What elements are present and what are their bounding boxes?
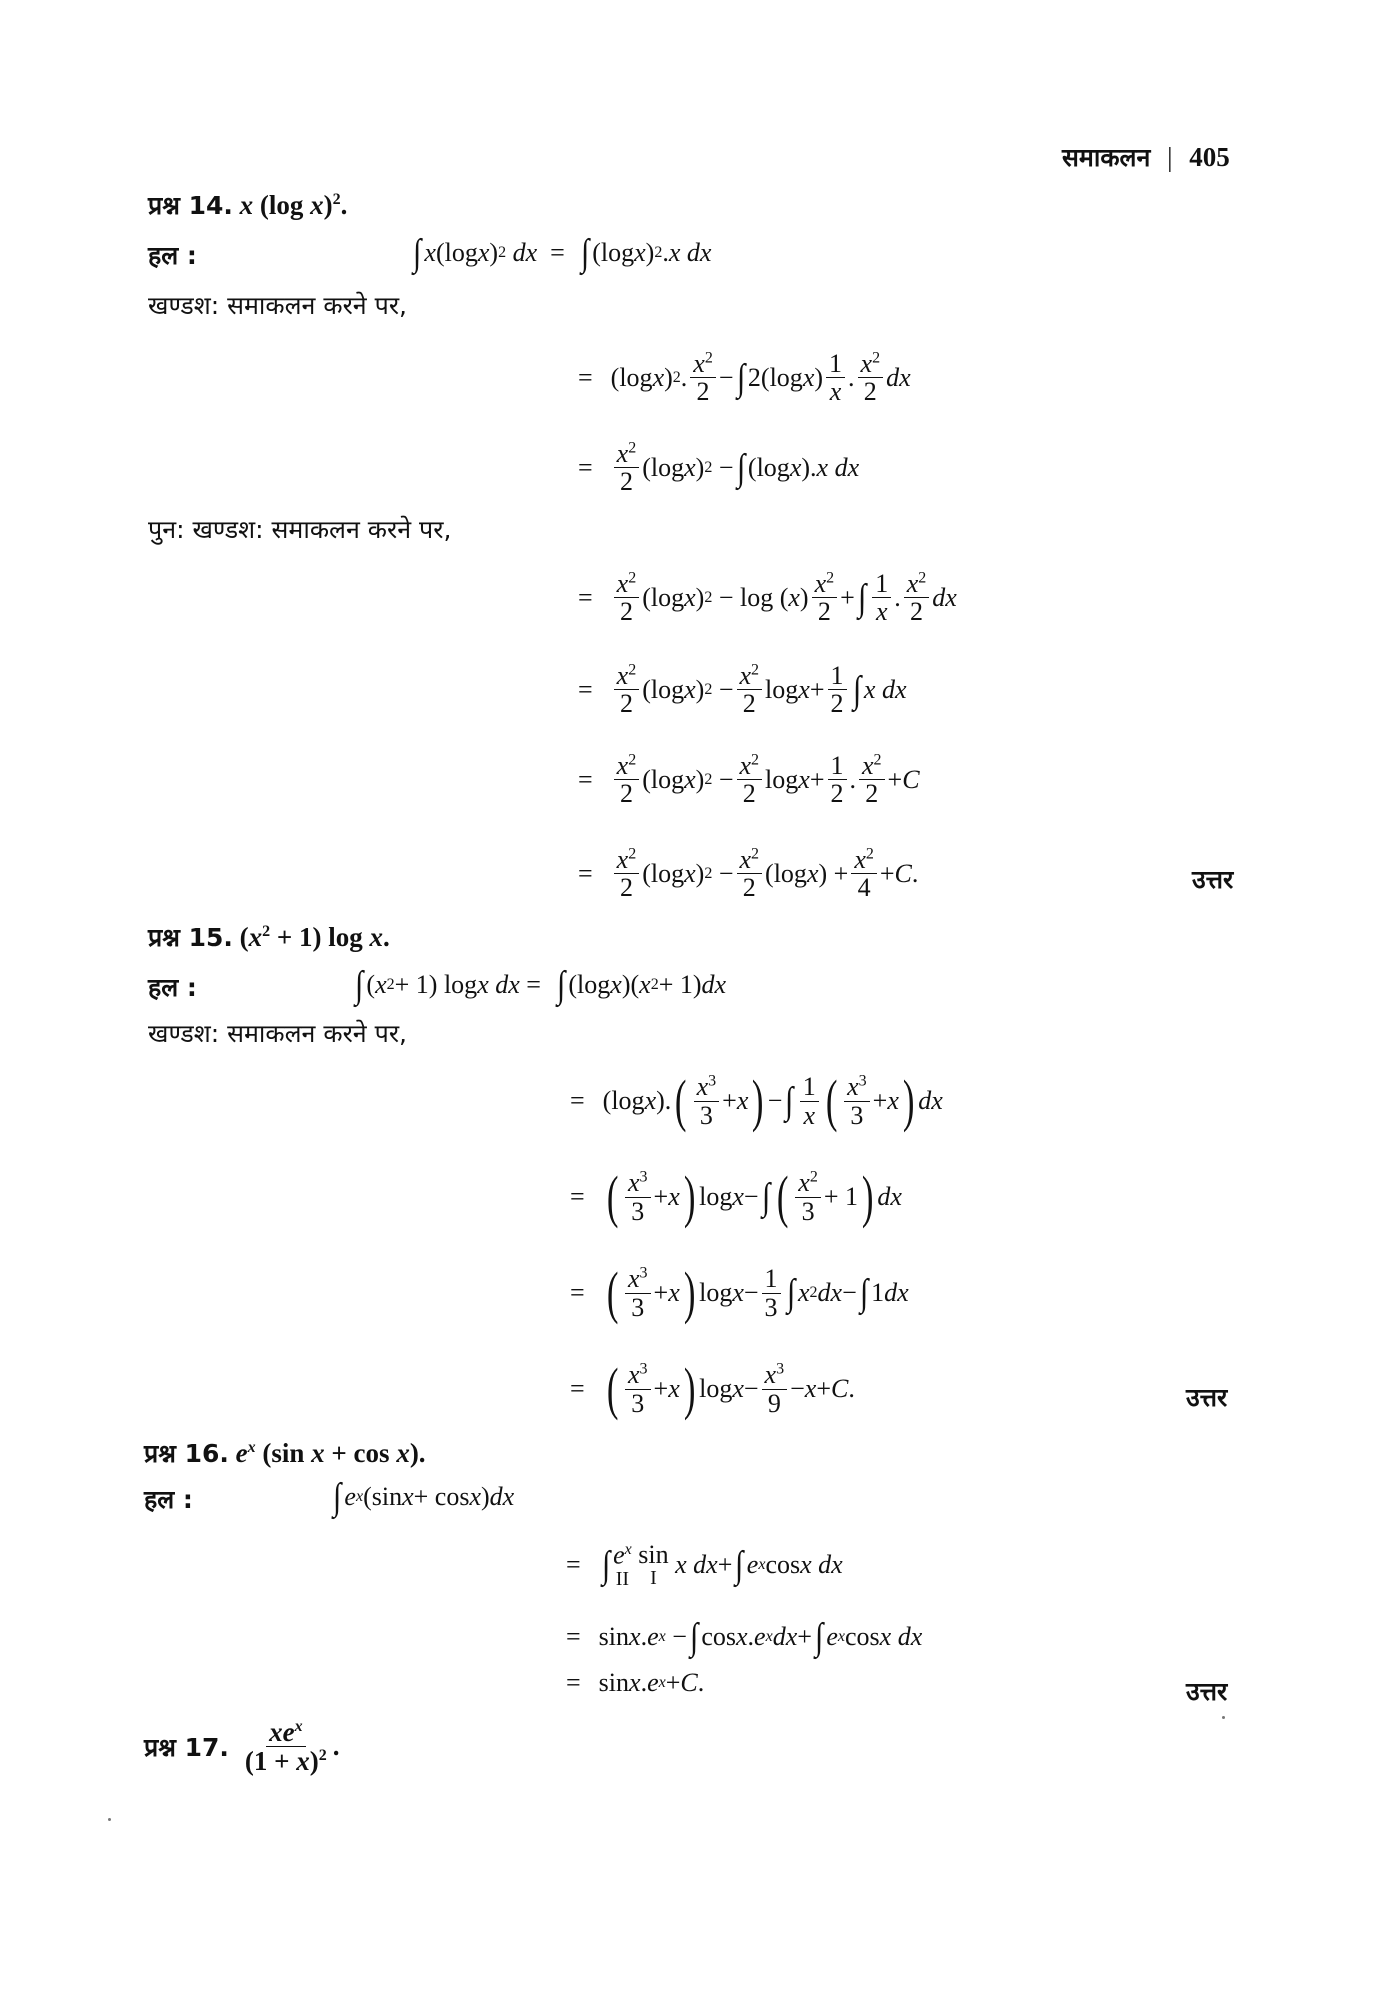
q15-hal-label: हल : [148, 973, 197, 1002]
q16-hal-label: हल : [144, 1485, 193, 1514]
page-number: 405 [1189, 142, 1230, 172]
q14-pun-khandash: पुन: खण्डश: समाकलन करने पर, [148, 515, 452, 544]
q16-step-2: = sin x . e x − ∫ cos x . e x dx + ∫ e x cos x dx [566, 1616, 923, 1658]
q15-title: प्रश्न 15. $(x^2 + 1)$ log x. [148, 922, 390, 952]
q14-step-2: = $\frac{x^2}{2}$ (log x ) 2 − ∫ (log x ). x dx [578, 439, 860, 497]
q14-number: प्रश्न 14. [148, 191, 233, 220]
q15-answer-mark: उत्तर [1186, 1383, 1228, 1412]
q15-step-3: = ( $\frac{x^3}{3}$ + x ) log x − $\frac{1}{3}$ ∫ x 2 dx − ∫ 1 dx [570, 1260, 909, 1325]
q14-step-6: = $\frac{x^2}{2}$ (log x ) 2 − $\frac{x^2}{2}$ (log x ) + $\frac{x^2}{4}$ + C . [578, 845, 919, 903]
q16-number: प्रश्न 16. [144, 1439, 229, 1468]
chapter-title: समाकलन [1062, 143, 1151, 172]
q14-hal-equation: ∫ x (log x ) 2 dx = ∫ (log x ) 2 . x dx [413, 232, 712, 274]
q15-hal-equation: ∫ ( x 2 + 1) log x dx = ∫ (log x )( x 2 + 1) dx [355, 964, 727, 1006]
q14-answer-mark: उत्तर [1192, 865, 1234, 894]
q15-number: प्रश्न 15. [148, 923, 233, 952]
q14-step-5: = $\frac{x^2}{2}$ (log x ) 2 − $\frac{x^2}{2}$ log x + $\frac{1}{2}$ . $\frac{x^2}{2}$ + C [578, 751, 920, 809]
q14-step-1: = (log x ) 2 . $\frac{x^2}{2}$ − ∫ 2(log x ) $\frac{1}{x}$ . $\frac{x^2}{2}$ dx [578, 349, 911, 407]
q14-hal-label: हल : [148, 241, 197, 270]
q15-khandash: खण्डश: समाकलन करने पर, [148, 1019, 407, 1048]
print-speck [1222, 1716, 1225, 1719]
print-speck [108, 1818, 111, 1821]
q15-step-1: = (log x ). ( $\frac{x^3}{3}$ + x ) − ∫ $\frac{1}{x}$ ( $\frac{x^3}{3}$ + x ) dx [570, 1068, 943, 1133]
q15-step-4: = ( $\frac{x^3}{3}$ + x ) log x − $\frac{x^3}{9}$ − x + C . [570, 1356, 855, 1421]
running-header [1062, 140, 1230, 174]
integral-icon: ∫ [580, 232, 590, 274]
q16-title: प्रश्न 16. $e^x$ (sin x + cos x). [144, 1438, 426, 1468]
part-I: sin I [638, 1540, 669, 1590]
q16-step-1: = ∫ $e^x$ II sin I x dx + ∫ e x cos x dx [566, 1540, 843, 1590]
q17-number: प्रश्न 17. [144, 1732, 229, 1762]
q14-step-3: = $\frac{x^2}{2}$ (log x ) 2 − log ( x ) $\frac{x^2}{2}$ + ∫ $\frac{1}{x}$ . $\frac{x^2}{2}$ dx [578, 569, 957, 627]
q16-step-3: = sin x . e x + C . [566, 1668, 705, 1697]
q16-hal-equation: ∫ e x (sin x + cos x ) dx [333, 1476, 515, 1518]
q17-expression: $\frac{xe^x}{(1 + x)^2}$ [244, 1717, 327, 1777]
part-II: $e^x$ II [613, 1540, 632, 1590]
q17-title: प्रश्न 17. $\frac{xe^x}{(1 + x)^2}$ . [144, 1717, 340, 1777]
q14-title: प्रश्न 14. x (log x)$^2$. [148, 190, 348, 220]
integral-icon: ∫ [413, 232, 422, 274]
q16-answer-mark: उत्तर [1186, 1677, 1228, 1706]
q14-step-4: = $\frac{x^2}{2}$ (log x ) 2 − $\frac{x^2}{2}$ log x + $\frac{1}{2}$ ∫ x dx [578, 661, 907, 719]
header-separator: | [1167, 142, 1173, 172]
q14-khandash: खण्डश: समाकलन करने पर, [148, 291, 407, 320]
q15-step-2: = ( $\frac{x^3}{3}$ + x ) log x − ∫ ( $\frac{x^2}{3}$ + 1 ) dx [570, 1164, 902, 1229]
